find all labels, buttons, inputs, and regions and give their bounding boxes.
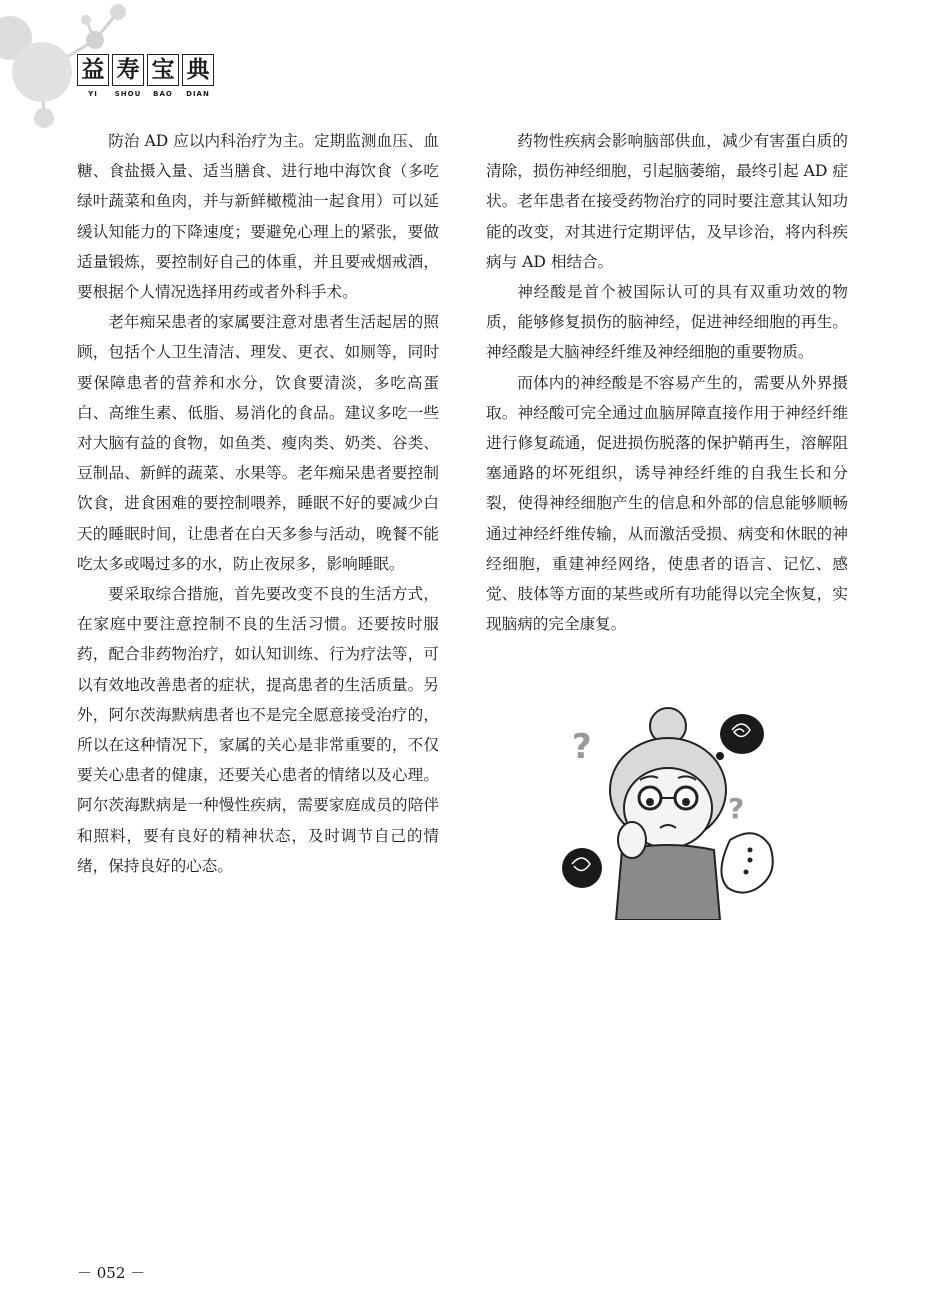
confused-elderly-woman-illustration: [560, 700, 780, 920]
paragraph: 要采取综合措施，首先要改变不良的生活方式，在家庭中要注意控制不良的生活习惯。还要按时服药，配合非药物治疗，如认知训练、行为疗法等，可以有效地改善患者的症状，提高患者的生活质量。另外，阿尔茨海默病患者也不是完全愿意接受治疗的，所以在这种情况下，家属的关心是非常重要的，不仅要关心患者的健康，还要关心患者的情绪以及心理。阿尔茨海默病是一种慢性疾病，需要家庭成员的陪伴和照料，要有良好的精神状态，及时调节自己的情绪，保持良好的心态。: [77, 585, 439, 875]
question-mark-icon: ?: [572, 727, 592, 767]
page-number: － 052 －: [77, 1264, 146, 1282]
pinyin-label: BAO: [153, 90, 173, 98]
brand-title: [77, 54, 214, 86]
brand-char: 寿: [112, 54, 144, 86]
paragraph: 防治 AD 应以内科治疗为主。定期监测血压、血糖、食盐摄入量、适当膳食、进行地中海饮食（多吃绿叶蔬菜和鱼肉，并与新鲜橄榄油一起食用）可以延缓认知能力的下降速度；要避免心理上的紧张，要做适量锻炼，要控制好自己的体重，并且要戒烟戒酒，要根据个人情况选择用药或者外科手术。: [77, 132, 439, 302]
brand-char: 典: [182, 54, 214, 86]
brand-header: [77, 54, 214, 98]
scribble-bubble-icon: [562, 848, 602, 888]
pinyin-label: DIAN: [186, 90, 210, 98]
brand-pinyin: [77, 90, 214, 98]
brand-char: 益: [77, 54, 109, 86]
brand-char: 宝: [147, 54, 179, 86]
pinyin-label: SHOU: [114, 90, 142, 98]
pinyin-label: YI: [88, 90, 98, 98]
speech-bubble-icon: [721, 833, 772, 892]
right-column: [486, 126, 848, 639]
scribble-bubble-icon: [716, 714, 764, 760]
paragraph: 药物性疾病会影响脑部供血，减少有害蛋白质的清除，损伤神经细胞，引起脑萎缩，最终引起 AD 症状。老年患者在接受药物治疗的同时要注意其认知功能的改变，对其进行定期评估，及早诊治，将内科疾病与 AD 相结合。: [486, 132, 848, 271]
paragraph: 神经酸是首个被国际认可的具有双重功效的物质，能够修复损伤的脑神经，促进神经细胞的再生。神经酸是大脑神经纤维及神经细胞的重要物质。: [486, 283, 848, 362]
paragraph: 而体内的神经酸是不容易产生的，需要从外界摄取。神经酸可完全通过血脑屏障直接作用于神经纤维进行修复疏通，促进损伤脱落的保护鞘再生，溶解阻塞通路的坏死组织，诱导神经纤维的自我生长和分裂，使得神经细胞产生的信息和外部的信息能够顺畅通过神经纤维传输，从而激活受损、病变和休眠的神经细胞，重建神经网络，使患者的语言、记忆、感觉、肢体等方面的某些或所有功能得以完全恢复，实现脑病的完全康复。: [486, 373, 848, 634]
paragraph: 老年痴呆患者的家属要注意对患者生活起居的照顾，包括个人卫生清洁、理发、更衣、如厕等，同时要保障患者的营养和水分，饮食要清淡，多吃高蛋白、高维生素、低脂、易消化的食品。建议多吃一些对大脑有益的食物，如鱼类、瘦肉类、奶类、谷类、豆制品、新鲜的蔬菜、水果等。老年痴呆患者要控制饮食，进食困难的要控制喂养，睡眠不好的要减少白天的睡眠时间，让患者在白天多参与活动，晚餐不能吃太多或喝过多的水，防止夜尿多，影响睡眠。: [77, 313, 439, 573]
left-column: [77, 126, 439, 881]
question-mark-icon: ?: [728, 792, 745, 825]
